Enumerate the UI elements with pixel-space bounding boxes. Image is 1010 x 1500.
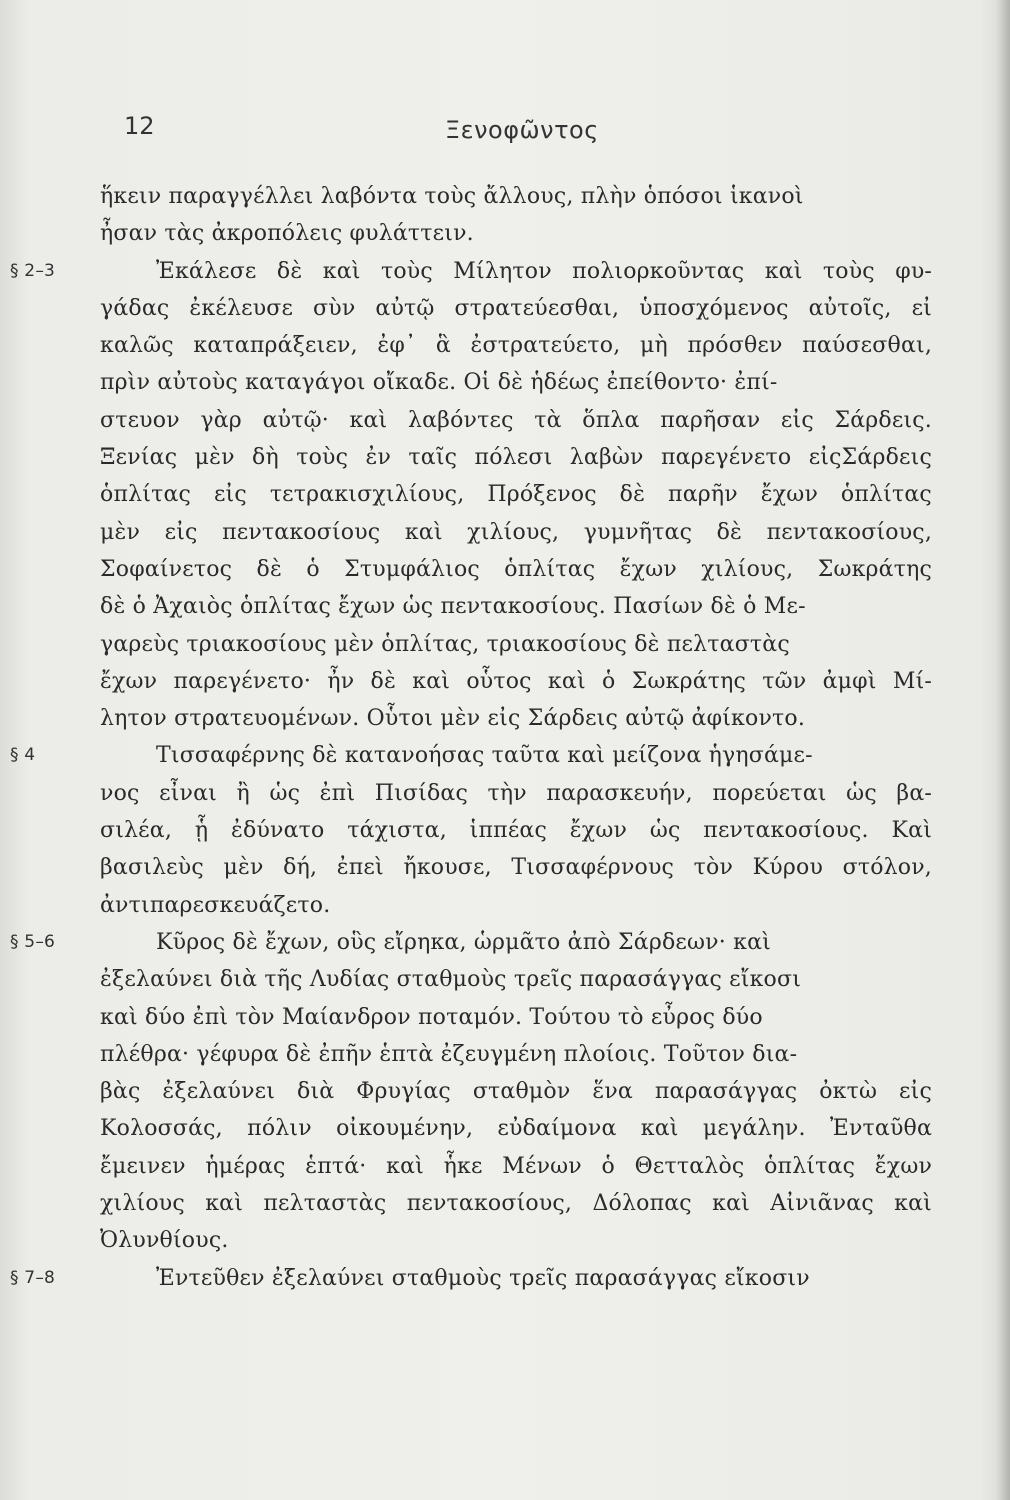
text-line bbox=[100, 476, 940, 513]
text-line bbox=[10, 737, 940, 774]
text-line bbox=[100, 1073, 940, 1110]
text-line bbox=[100, 775, 940, 812]
text-line bbox=[100, 1036, 940, 1073]
line-text: γαρεὺς τριακοσίους μὲν ὁπλίτας, τριακοσίους δὲ πελταστὰς bbox=[100, 631, 790, 657]
line-text: Τισσαφέρνης δὲ κατανοήσας ταῦτα καὶ μείζονα ἡγησάμε- bbox=[156, 743, 813, 769]
page-number: 12 bbox=[124, 112, 155, 140]
text-line bbox=[100, 290, 940, 327]
line-text: νος εἶναι ἢ ὡς ἐπὶ Πισίδας τὴν παρασκευήν, πορεύεται ὡς βα- bbox=[100, 780, 933, 806]
text-line bbox=[100, 700, 940, 737]
line-text: δὲ ὁ Ἀχαιὸς ὁπλίτας ἔχων ὡς πεντακοσίους. Πασίων δὲ ὁ Με- bbox=[100, 594, 806, 620]
line-text: Κολοσσάς, πόλιν οἰκουμένην, εὐδαίμονα καὶ μεγάλην. Ἐνταῦθα bbox=[100, 1116, 933, 1142]
text-line bbox=[100, 588, 940, 625]
line-text: Σοφαίνετος δὲ ὁ Στυμφάλιος ὁπλίτας ἔχων χιλίους, Σωκράτης bbox=[100, 556, 932, 582]
line-text: καλῶς καταπράξειεν, ἐφ᾽ ἃ ἐστρατεύετο, μὴ πρόσθεν παύσεσθαι, bbox=[100, 333, 933, 359]
section-marker: § 5–6 bbox=[10, 931, 56, 952]
text-line bbox=[100, 1185, 940, 1222]
text-line bbox=[100, 812, 940, 849]
text-line bbox=[100, 402, 940, 439]
text-line bbox=[100, 178, 940, 215]
line-text: βὰς ἐξελαύνει διὰ Φρυγίας σταθμὸν ἕνα παρασάγγας ὀκτὼ εἰς bbox=[100, 1079, 932, 1105]
text-line bbox=[100, 626, 940, 663]
text-line bbox=[100, 887, 940, 924]
text-line bbox=[100, 1110, 940, 1147]
text-line bbox=[100, 961, 940, 998]
text-line bbox=[100, 364, 940, 401]
line-text: ἐξελαύνει διὰ τῆς Λυδίας σταθμοὺς τρεῖς παρασάγγας εἴκοσι bbox=[100, 967, 802, 993]
body-text bbox=[10, 178, 940, 1297]
section-marker: § 7–8 bbox=[10, 1267, 56, 1288]
line-text: ἔχων παρεγένετο· ἦν δὲ καὶ οὗτος καὶ ὁ Σωκράτης τῶν ἀμφὶ Μί- bbox=[100, 668, 933, 694]
text-line bbox=[100, 215, 940, 252]
text-line bbox=[100, 1222, 940, 1259]
line-text: στευον γὰρ αὐτῷ· καὶ λαβόντες τὰ ὅπλα παρῆσαν εἰς Σάρδεις. bbox=[100, 407, 933, 433]
text-line bbox=[10, 253, 940, 290]
line-text: Ξενίας μὲν δὴ τοὺς ἐν ταῖς πόλεσι λαβὼν παρεγένετο εἰςΣάρδεις bbox=[100, 445, 932, 471]
line-text: καὶ δύο ἐπὶ τὸν Μαίανδρον ποταμόν. Τούτου τὸ εὖρος δύο bbox=[100, 1004, 763, 1030]
line-text: χιλίους καὶ πελταστὰς πεντακοσίους, Δόλοπας καὶ Αἰνιᾶνας καὶ bbox=[100, 1191, 932, 1217]
text-line bbox=[100, 551, 940, 588]
line-text: λητον στρατευομένων. Οὗτοι μὲν εἰς Σάρδεις αὐτῷ ἀφίκοντο. bbox=[100, 706, 806, 732]
page-edge-shadow bbox=[996, 0, 1010, 1500]
line-text: ἥκειν παραγγέλλει λαβόντα τοὺς ἄλλους, πλὴν ὁπόσοι ἱκανοὶ bbox=[100, 184, 804, 209]
text-line bbox=[100, 327, 940, 364]
line-text: ἀντιπαρεσκευάζετο. bbox=[100, 892, 331, 918]
section-marker: § 4 bbox=[10, 745, 36, 766]
line-text: μὲν εἰς πεντακοσίους καὶ χιλίους, γυμνῆτας δὲ πεντακοσίους, bbox=[100, 519, 933, 545]
section-marker: § 2–3 bbox=[10, 260, 56, 281]
line-text: Ὀλυνθίους. bbox=[100, 1228, 229, 1254]
running-head: Ξενοφῶντος bbox=[445, 116, 599, 144]
line-text: Ἐντεῦθεν ἐξελαύνει σταθμοὺς τρεῖς παρασάγγας εἴκοσιν bbox=[156, 1265, 810, 1291]
text-line bbox=[100, 439, 940, 476]
line-text: βασιλεὺς μὲν δή, ἐπεὶ ἤκουσε, Τισσαφέρνους τὸν Κύρου στόλον, bbox=[100, 855, 933, 881]
line-text: πλέθρα· γέφυρα δὲ ἐπῆν ἑπτὰ ἐζευγμένη πλοίοις. Τοῦτον δια- bbox=[100, 1041, 798, 1067]
text-line bbox=[100, 514, 940, 551]
line-text: ἦσαν τὰς ἀκροπόλεις φυλάττειν. bbox=[100, 221, 474, 247]
line-text: γάδας ἐκέλευσε σὺν αὐτῷ στρατεύεσθαι, ὑποσχόμενος αὐτοῖς, εἰ bbox=[100, 295, 933, 321]
line-text: σιλέα, ᾗ ἐδύνατο τάχιστα, ἱππέας ἔχων ὡς πεντακοσίους. Καὶ bbox=[100, 818, 933, 844]
text-line bbox=[10, 1260, 940, 1297]
line-text: ἔμεινεν ἡμέρας ἑπτά· καὶ ἧκε Μένων ὁ Θετταλὸς ὁπλίτας ἔχων bbox=[100, 1153, 933, 1179]
text-line bbox=[10, 924, 940, 961]
page-header bbox=[0, 112, 1010, 152]
line-text: ὁπλίτας εἰς τετρακισχιλίους, Πρόξενος δὲ παρῆν ἔχων ὁπλίτας bbox=[100, 482, 932, 508]
text-line bbox=[100, 999, 940, 1036]
line-text: πρὶν αὐτοὺς καταγάγοι οἴκαδε. Οἱ δὲ ἡδέως ἐπείθοντο· ἐπί- bbox=[100, 370, 778, 396]
line-text: Ἐκάλεσε δὲ καὶ τοὺς Μίλητον πολιορκοῦντας καὶ τοὺς φυ- bbox=[156, 258, 933, 284]
line-text: Κῦρος δὲ ἔχων, οὓς εἴρηκα, ὡρμᾶτο ἀπὸ Σάρδεων· καὶ bbox=[156, 929, 771, 955]
text-line bbox=[100, 1148, 940, 1185]
text-line bbox=[100, 849, 940, 886]
text-line bbox=[100, 663, 940, 700]
